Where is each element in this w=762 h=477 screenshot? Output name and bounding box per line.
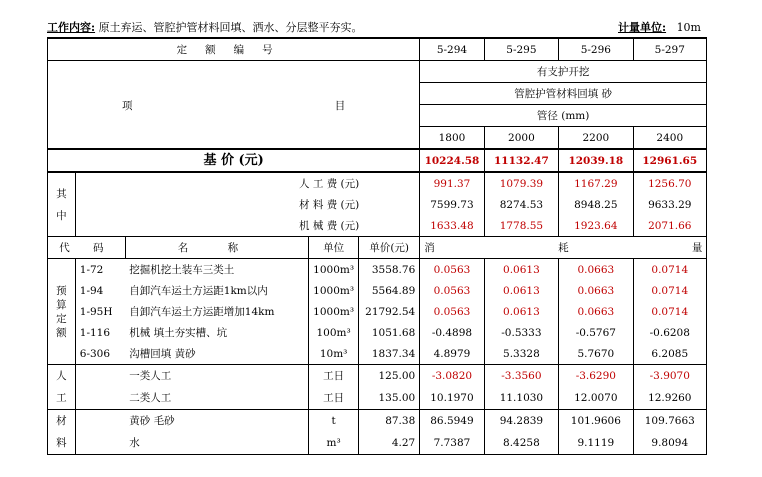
unit-block xyxy=(618,19,701,35)
group-label-char: 额 xyxy=(56,326,67,339)
cost-value: 1256.70 xyxy=(633,172,706,194)
row-consumption: 0.0563 xyxy=(420,259,484,281)
row-code xyxy=(75,410,125,433)
row-consumption: 5.7670 xyxy=(559,343,633,365)
row-name: 挖掘机挖土装车三类土 xyxy=(125,259,308,281)
group-label-cell xyxy=(48,259,76,365)
row-name: 沟槽回填 黄砂 xyxy=(125,343,308,365)
row-consumption: -3.9070 xyxy=(633,365,706,388)
table-row xyxy=(48,215,707,237)
group-label-char: 算 xyxy=(56,298,67,311)
table-row xyxy=(48,343,707,365)
diameter-value: 2000 xyxy=(484,127,558,150)
row-consumption: -3.6290 xyxy=(559,365,633,388)
method-label: 有支护开挖 xyxy=(420,61,707,83)
row-price: 1837.34 xyxy=(359,343,420,365)
row-consumption: 8.4258 xyxy=(484,432,558,455)
table-row xyxy=(48,365,707,388)
row-consumption: 94.2839 xyxy=(484,410,558,433)
row-consumption: 86.5949 xyxy=(420,410,484,433)
diameter-label: 管径 (mm) xyxy=(420,105,707,127)
table-row xyxy=(48,149,707,172)
cost-value: 2071.66 xyxy=(633,215,706,237)
row-code: 1-95H xyxy=(75,301,125,322)
diameter-value: 2200 xyxy=(559,127,633,150)
table-row xyxy=(48,172,707,194)
table-row xyxy=(48,280,707,301)
row-price: 4.27 xyxy=(359,432,420,455)
base-price-value: 10224.58 xyxy=(420,149,484,172)
col-header-consumption: 消 耗 量 xyxy=(420,237,707,259)
row-consumption: 0.0714 xyxy=(633,259,706,281)
page-header xyxy=(47,19,707,37)
row-code: 6-306 xyxy=(75,343,125,365)
row-unit: m³ xyxy=(309,432,359,455)
row-consumption: 109.7663 xyxy=(633,410,706,433)
row-unit: 工日 xyxy=(309,365,359,388)
among-label-char: 中 xyxy=(56,209,67,222)
base-price-value: 12961.65 xyxy=(633,149,706,172)
row-name: 自卸汽车运土方运距1km以内 xyxy=(125,280,308,301)
group-label-char: 预 xyxy=(56,284,67,297)
quota-code: 5-294 xyxy=(420,38,484,61)
row-unit: 100m³ xyxy=(309,322,359,343)
row-name: 黄砂 毛砂 xyxy=(125,410,308,433)
row-consumption: -0.5767 xyxy=(559,322,633,343)
row-consumption: 101.9606 xyxy=(559,410,633,433)
unit-label: 计量单位: xyxy=(618,21,667,34)
row-consumption: 0.0613 xyxy=(484,301,558,322)
table-row xyxy=(48,432,707,455)
row-consumption: 0.0663 xyxy=(559,280,633,301)
item-label-cell xyxy=(48,61,420,150)
item-label-left: 项 xyxy=(122,99,133,112)
row-consumption: 0.0714 xyxy=(633,301,706,322)
row-name: 自卸汽车运土方运距增加14km xyxy=(125,301,308,322)
row-consumption: 12.0070 xyxy=(559,387,633,410)
cost-value: 7599.73 xyxy=(420,194,484,215)
table-row xyxy=(48,259,707,281)
col-header-unit: 单位 xyxy=(309,237,359,259)
row-consumption: -0.6208 xyxy=(633,322,706,343)
cost-label: 人 工 费 (元) xyxy=(75,172,419,194)
row-consumption: 0.0663 xyxy=(559,301,633,322)
row-price: 21792.54 xyxy=(359,301,420,322)
row-price: 1051.68 xyxy=(359,322,420,343)
row-name: 一类人工 xyxy=(125,365,308,388)
row-price: 135.00 xyxy=(359,387,420,410)
row-consumption: 0.0663 xyxy=(559,259,633,281)
cost-value: 1167.29 xyxy=(559,172,633,194)
diameter-value: 2400 xyxy=(633,127,706,150)
table-row xyxy=(48,301,707,322)
row-consumption: 0.0563 xyxy=(420,301,484,322)
cost-value: 1778.55 xyxy=(484,215,558,237)
cost-label: 机 械 费 (元) xyxy=(75,215,419,237)
row-consumption: 11.1030 xyxy=(484,387,558,410)
group-label-char: 工 xyxy=(56,392,67,404)
table-row xyxy=(48,38,707,61)
row-price: 5564.89 xyxy=(359,280,420,301)
group-label-char: 人 xyxy=(56,370,67,382)
row-code: 1-116 xyxy=(75,322,125,343)
row-code: 1-72 xyxy=(75,259,125,281)
row-consumption: 10.1970 xyxy=(420,387,484,410)
group-label-cell xyxy=(48,410,76,455)
cost-value: 8948.25 xyxy=(559,194,633,215)
row-consumption: 0.0613 xyxy=(484,280,558,301)
row-consumption: 9.1119 xyxy=(559,432,633,455)
row-name: 二类人工 xyxy=(125,387,308,410)
row-consumption: -0.5333 xyxy=(484,322,558,343)
diameter-value: 1800 xyxy=(420,127,484,150)
cost-value: 1079.39 xyxy=(484,172,558,194)
work-content-label: 工作内容: xyxy=(47,21,96,34)
among-label-cell xyxy=(48,172,76,237)
table-row xyxy=(48,387,707,410)
material-label: 管腔护管材料回填 砂 xyxy=(420,83,707,105)
row-price: 87.38 xyxy=(359,410,420,433)
group-label-char: 料 xyxy=(56,437,67,449)
quota-code: 5-296 xyxy=(559,38,633,61)
row-name: 水 xyxy=(125,432,308,455)
among-label-char: 其 xyxy=(56,187,67,200)
row-code xyxy=(75,365,125,388)
cost-value: 1923.64 xyxy=(559,215,633,237)
base-price-value: 12039.18 xyxy=(559,149,633,172)
work-content-text: 原土弃运、管腔护管材料回填、洒水、分层整平夯实。 xyxy=(98,21,363,34)
cost-value: 8274.53 xyxy=(484,194,558,215)
table-row xyxy=(48,410,707,433)
cost-value: 1633.48 xyxy=(420,215,484,237)
cost-value: 991.37 xyxy=(420,172,484,194)
row-unit: 工日 xyxy=(309,387,359,410)
row-unit: t xyxy=(309,410,359,433)
row-code xyxy=(75,432,125,455)
row-code: 1-94 xyxy=(75,280,125,301)
row-unit: 1000m³ xyxy=(309,280,359,301)
row-consumption: 0.0613 xyxy=(484,259,558,281)
base-price-label: 基 价 (元) xyxy=(48,149,420,172)
row-code xyxy=(75,387,125,410)
quota-code: 5-295 xyxy=(484,38,558,61)
row-price: 3558.76 xyxy=(359,259,420,281)
row-consumption: 0.0714 xyxy=(633,280,706,301)
quota-code: 5-297 xyxy=(633,38,706,61)
row-consumption: 6.2085 xyxy=(633,343,706,365)
row-consumption: -3.3560 xyxy=(484,365,558,388)
row-unit: 1000m³ xyxy=(309,259,359,281)
row-consumption: 4.8979 xyxy=(420,343,484,365)
row-unit: 10m³ xyxy=(309,343,359,365)
quota-table xyxy=(47,37,762,455)
base-price-value: 11132.47 xyxy=(484,149,558,172)
group-label-char: 材 xyxy=(56,415,67,427)
table-row xyxy=(48,237,707,259)
row-consumption: 5.3328 xyxy=(484,343,558,365)
row-consumption: -0.4898 xyxy=(420,322,484,343)
row-name: 机械 填土夯实槽、坑 xyxy=(125,322,308,343)
item-label-right: 目 xyxy=(334,99,346,112)
row-consumption: 7.7387 xyxy=(420,432,484,455)
row-consumption: 0.0563 xyxy=(420,280,484,301)
row-consumption: -3.0820 xyxy=(420,365,484,388)
cost-label: 材 料 费 (元) xyxy=(75,194,419,215)
table-row xyxy=(48,61,707,83)
unit-value: 10m xyxy=(676,21,701,34)
col-header-name: 名 称 xyxy=(125,237,308,259)
row-unit: 1000m³ xyxy=(309,301,359,322)
col-header-code: 代 码 xyxy=(48,237,126,259)
row-consumption: 12.9260 xyxy=(633,387,706,410)
group-label-cell xyxy=(48,365,76,410)
cost-value: 9633.29 xyxy=(633,194,706,215)
row-price: 125.00 xyxy=(359,365,420,388)
col-header-price: 单价(元) xyxy=(359,237,420,259)
table-row xyxy=(48,322,707,343)
quota-label: 定额编号 xyxy=(48,38,420,61)
row-consumption: 9.8094 xyxy=(633,432,706,455)
table-row xyxy=(48,194,707,215)
group-label-char: 定 xyxy=(56,312,67,325)
